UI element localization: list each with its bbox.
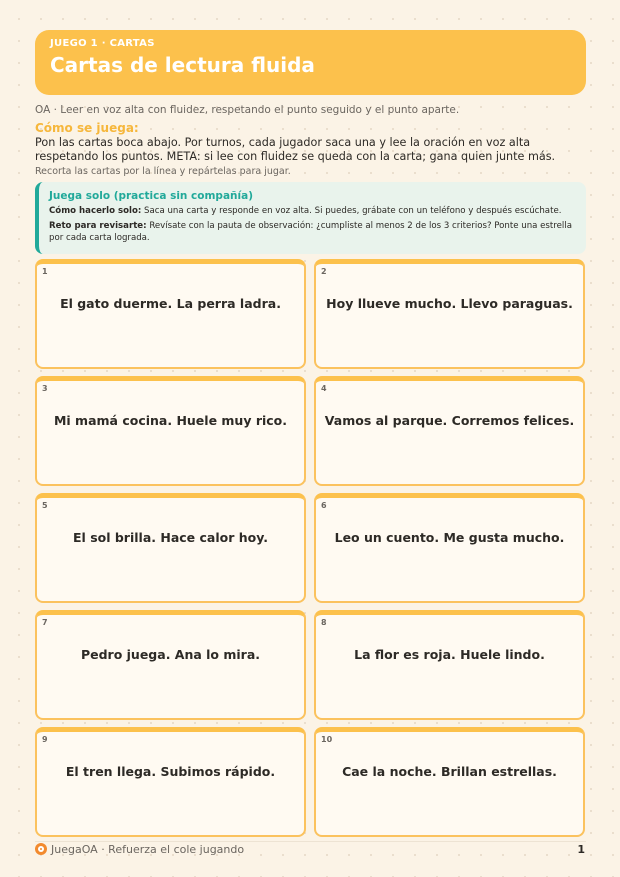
card-number: 10 [321, 735, 333, 744]
card-number: 5 [42, 501, 48, 510]
card-sentence: Leo un cuento. Me gusta mucho. [334, 530, 565, 545]
how-to-play-heading: Cómo se juega: [35, 121, 139, 135]
card-number: 6 [321, 501, 327, 510]
card-number: 4 [321, 384, 327, 393]
solo-how-label: Cómo hacerlo solo: [49, 206, 142, 216]
learning-objective: OA · Leer en voz alta con fluidez, respetando el punto seguido y el punto aparte. [35, 104, 460, 116]
footer-divider [35, 841, 586, 842]
card-number: 3 [42, 384, 48, 393]
page-title: Cartas de lectura fluida [50, 53, 315, 77]
footer-brand: JuegaOA · Refuerza el cole jugando [51, 843, 245, 856]
solo-review-label: Reto para revisarte: [49, 221, 147, 231]
card-sentence: La flor es roja. Huele lindo. [354, 647, 545, 662]
card-sentence: El sol brilla. Hace calor hoy. [73, 530, 268, 545]
solo-review-row [49, 220, 576, 244]
card-sentence: El gato duerme. La perra ladra. [60, 296, 281, 311]
solo-how-row [49, 205, 576, 217]
reading-card [314, 727, 585, 837]
card-sentence: Mi mamá cocina. Huele muy rico. [53, 413, 288, 428]
reading-card [314, 259, 585, 369]
reading-card [35, 259, 306, 369]
card-sentence: Vamos al parque. Corremos felices. [324, 413, 575, 428]
logo-ring-icon [35, 843, 47, 855]
reading-card [314, 376, 585, 486]
card-sentence: Hoy llueve mucho. Llevo paraguas. [326, 296, 573, 311]
reading-card [314, 493, 585, 603]
card-number: 1 [42, 267, 48, 276]
reading-card [35, 493, 306, 603]
page-number: 1 [577, 843, 585, 856]
reading-card [314, 610, 585, 720]
solo-how-text: Saca una carta y responde en voz alta. Si puedes, grábate con un teléfono y después escúchate. [144, 206, 562, 216]
reading-card [35, 376, 306, 486]
cut-instruction: Recorta las cartas por la línea y repártelas para jugar. [35, 166, 291, 177]
card-sentence: Pedro juega. Ana lo mira. [80, 647, 261, 662]
card-number: 9 [42, 735, 48, 744]
reading-card [35, 610, 306, 720]
solo-play-title: Juega solo (practica sin compañía) [49, 190, 253, 202]
card-sentence: El tren llega. Subimos rápido. [65, 764, 276, 779]
solo-review-text: Revísate con la pauta de observación: ¿cumpliste al menos 2 de los 3 criterios? Ponte una estrella por cada carta lograda. [49, 221, 572, 243]
card-sentence: Cae la noche. Brillan estrellas. [342, 764, 557, 779]
game-header [35, 30, 586, 95]
card-number: 2 [321, 267, 327, 276]
how-to-play-text: Pon las cartas boca abajo. Por turnos, cada jugador saca una y lee la oración en voz alta respetando los puntos. META: si lee con fluidez se queda con la carta; gana quien junte más. [35, 136, 556, 163]
reading-card [35, 727, 306, 837]
game-kicker: JUEGO 1 · CARTAS [50, 38, 155, 49]
solo-play-box [35, 182, 586, 254]
card-number: 7 [42, 618, 48, 627]
card-number: 8 [321, 618, 327, 627]
